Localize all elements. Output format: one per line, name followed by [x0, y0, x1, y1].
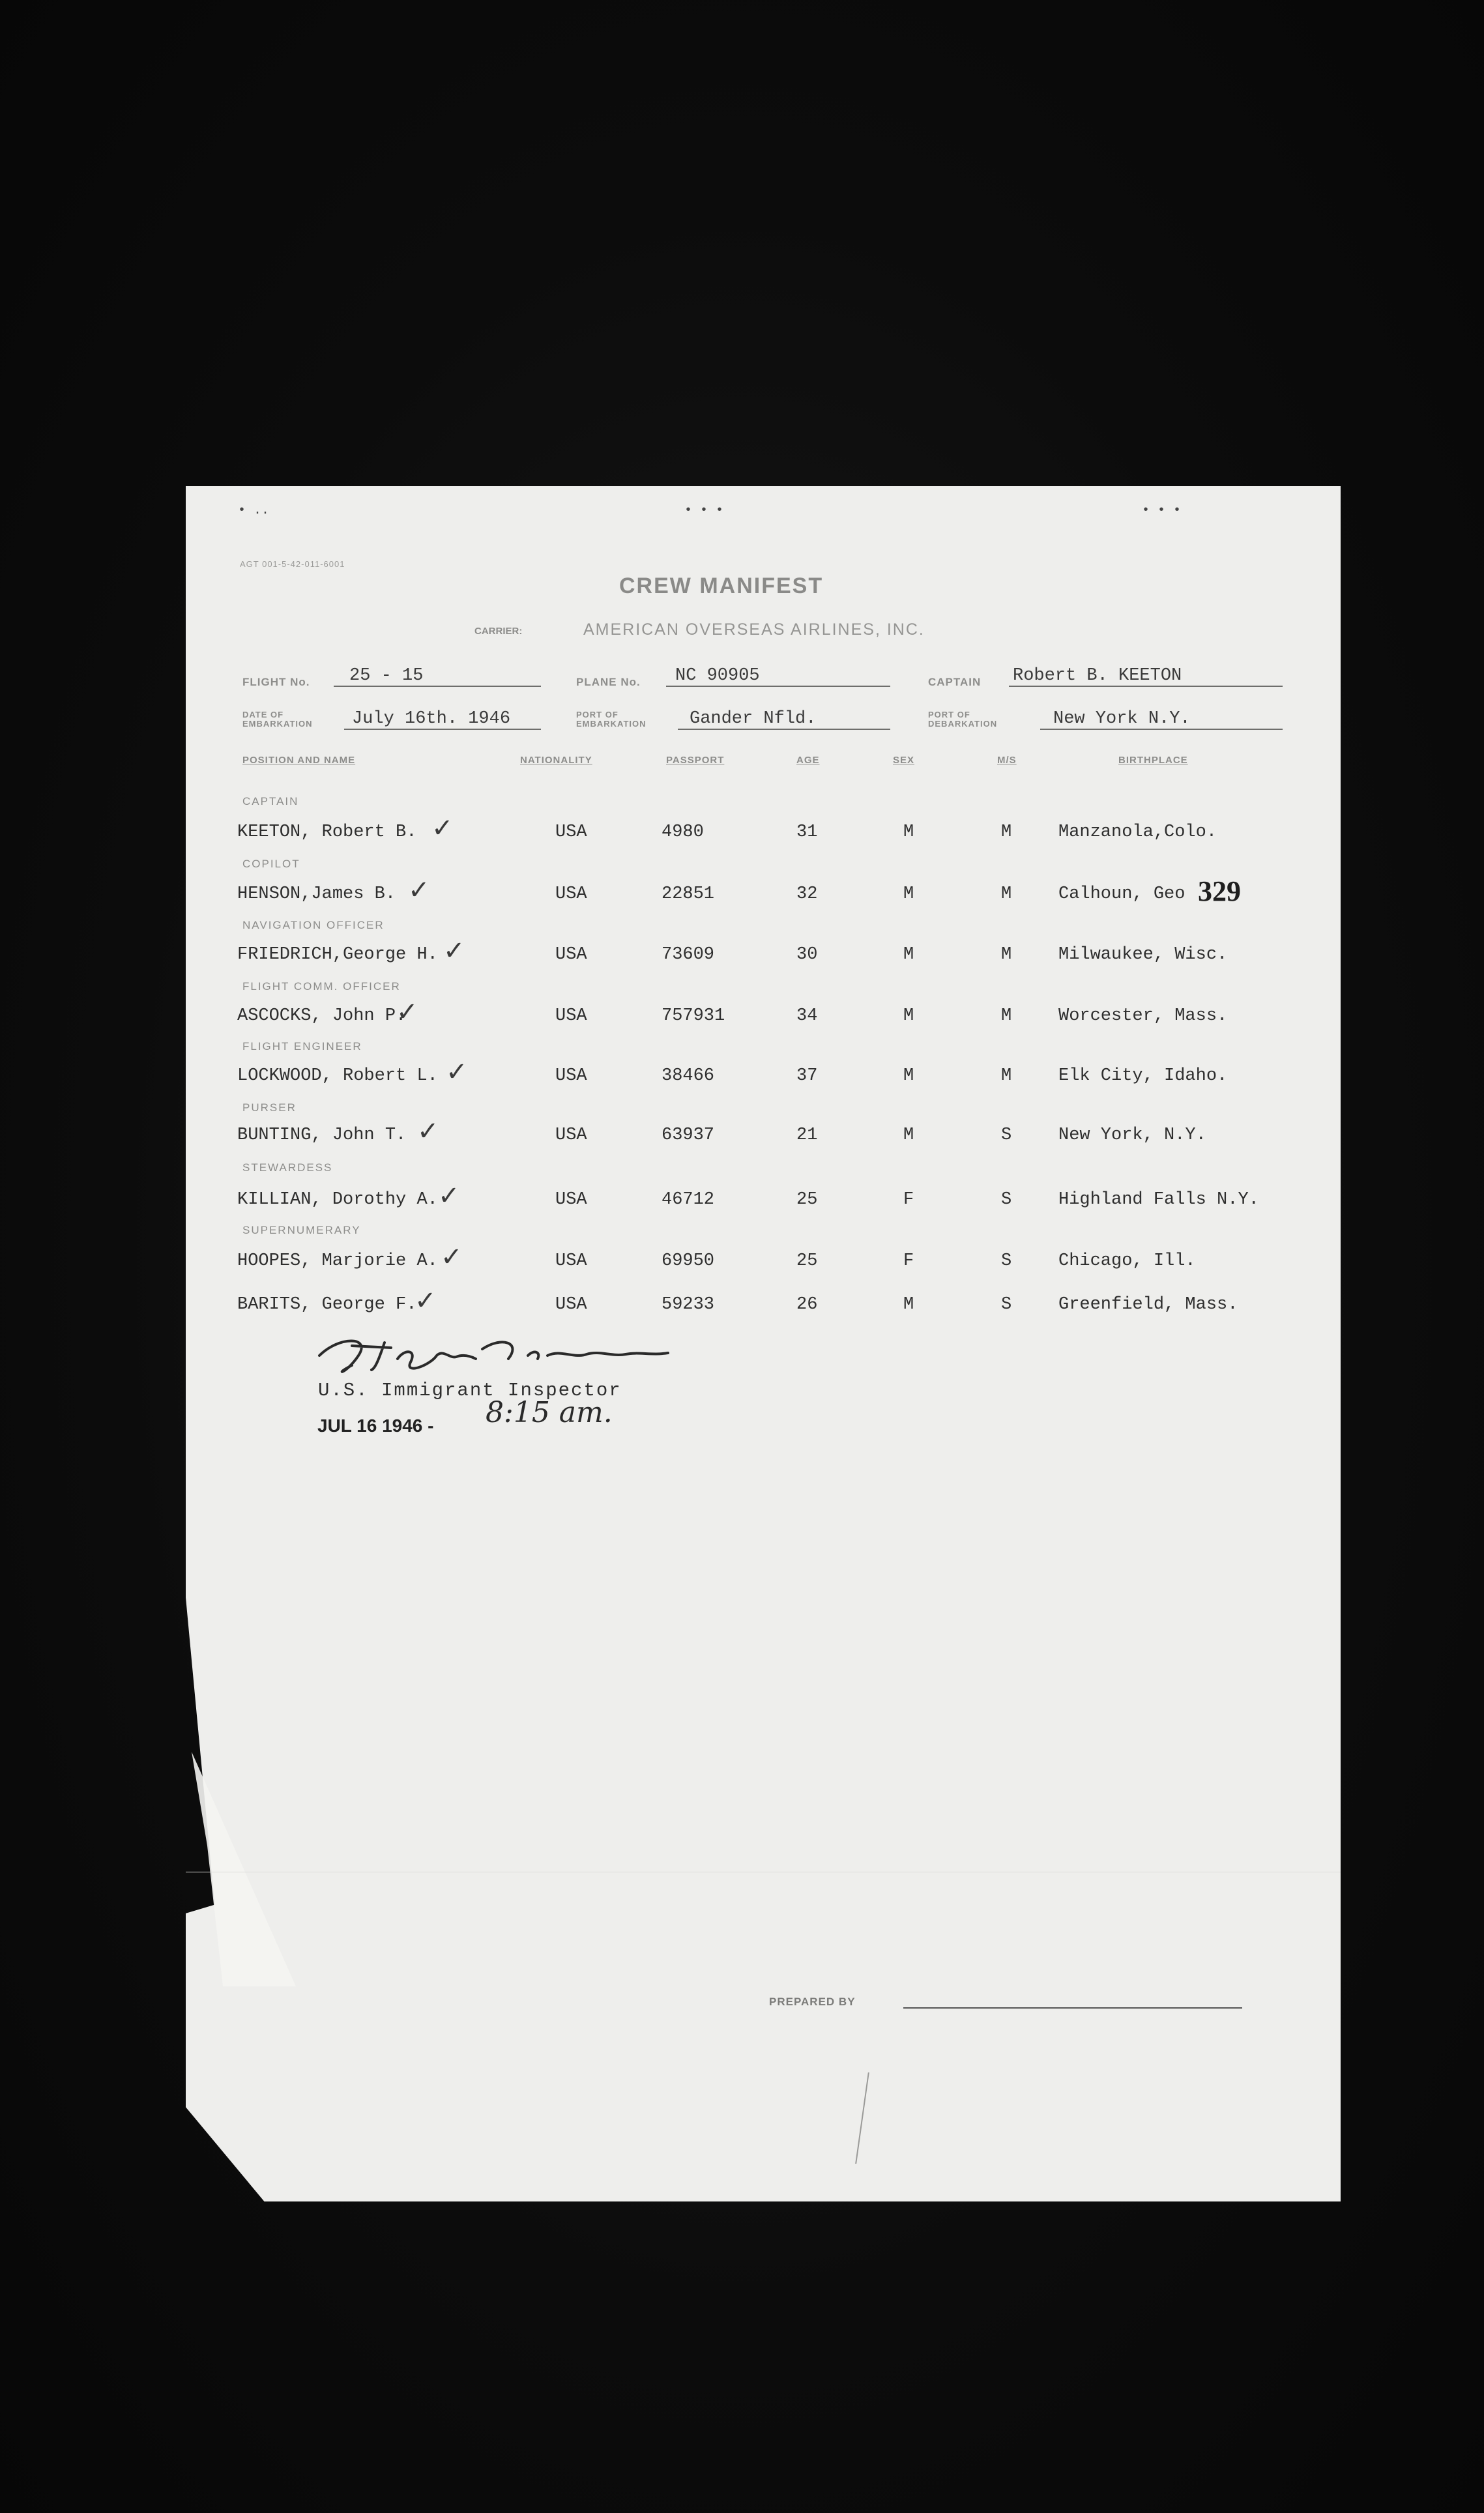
crew-name: KILLIAN, Dorothy A. [237, 1190, 438, 1210]
crew-ms: M [1001, 945, 1012, 965]
crew-name: KEETON, Robert B. [237, 822, 417, 842]
crew-nationality: USA [555, 1190, 587, 1210]
crew-birthplace: Manzanola,Colo. [1058, 822, 1217, 842]
crew-sex: M [903, 945, 914, 965]
crew-sex: F [903, 1251, 914, 1271]
flight-no-label: FLIGHT No. [242, 676, 310, 688]
inspector-time-note: 8:15 am. [486, 1396, 613, 1429]
crew-passport: 757931 [662, 1006, 725, 1026]
crew-age: 37 [796, 1066, 818, 1086]
crew-name: FRIEDRICH,George H. [237, 945, 438, 965]
captain-label: CAPTAIN [928, 676, 982, 688]
crew-passport: 38466 [662, 1066, 715, 1086]
port-embarkation-line [678, 729, 890, 730]
crew-ms: M [1001, 822, 1012, 842]
carrier-value: AMERICAN OVERSEAS AIRLINES, INC. [583, 620, 925, 639]
port-debarkation-value: New York N.Y. [1053, 709, 1191, 729]
crew-age: 34 [796, 1006, 818, 1026]
crew-ms: S [1001, 1190, 1012, 1210]
crew-sex: M [903, 1295, 914, 1315]
crew-name: HOOPES, Marjorie A. [237, 1251, 438, 1271]
flight-no-line [334, 686, 541, 687]
carrier-label: CARRIER: [474, 626, 523, 637]
page-title: CREW MANIFEST [619, 574, 824, 598]
inspector-signature [313, 1329, 678, 1382]
date-line [344, 729, 541, 730]
col-sex: SEX [893, 755, 915, 766]
crew-name: HENSON,James B. [237, 884, 396, 904]
col-age: AGE [796, 755, 820, 766]
date-label [242, 710, 313, 729]
col-passport: PASSPORT [666, 755, 725, 766]
col-ms: M/S [997, 755, 1017, 766]
crew-age: 25 [796, 1190, 818, 1210]
check-mark-icon: ✓ [443, 936, 465, 966]
crew-passport: 46712 [662, 1190, 715, 1210]
port-debarkation-label [928, 710, 997, 729]
col-birthplace: BIRTHPLACE [1118, 755, 1188, 766]
col-nationality: NATIONALITY [520, 755, 592, 766]
port-embarkation-label-line2: EMBARKATION [576, 719, 647, 729]
port-debarkation-label-line2: DEBARKATION [928, 719, 998, 729]
crew-birthplace: Milwaukee, Wisc. [1058, 945, 1228, 965]
date-label-line1: DATE OF [242, 710, 284, 719]
crew-birthplace: Chicago, Ill. [1058, 1251, 1196, 1271]
crew-nationality: USA [555, 1251, 587, 1271]
col-position-name: POSITION AND NAME [242, 755, 356, 766]
check-mark-icon: ✓ [438, 1181, 460, 1211]
form-code: AGT 001-5-42-011-6001 [240, 559, 345, 569]
crew-passport: 59233 [662, 1295, 715, 1315]
crew-nationality: USA [555, 822, 587, 842]
crew-birthplace: Worcester, Mass. [1058, 1006, 1228, 1026]
crew-age: 31 [796, 822, 818, 842]
flight-no-value: 25 - 15 [349, 666, 424, 686]
crew-position-label: STEWARDESS [242, 1161, 333, 1174]
crew-ms: S [1001, 1126, 1012, 1145]
crew-passport: 4980 [662, 822, 704, 842]
port-debarkation-label-line1: PORT OF [928, 710, 970, 719]
crew-age: 25 [796, 1251, 818, 1271]
port-embarkation-label [576, 710, 647, 729]
inspector-date-stamp: JUL 16 1946 - [317, 1416, 434, 1436]
crew-position-label: SUPERNUMERARY [242, 1224, 361, 1236]
crew-sex: M [903, 822, 914, 842]
crew-passport: 22851 [662, 884, 715, 904]
port-embarkation-value: Gander Nfld. [690, 709, 817, 729]
crew-sex: M [903, 1006, 914, 1026]
check-mark-icon: ✓ [408, 875, 430, 905]
crew-nationality: USA [555, 1295, 587, 1315]
crew-birthplace: New York, N.Y. [1058, 1126, 1206, 1145]
punch-marks-right: • • • [1142, 503, 1182, 518]
plane-no-line [666, 686, 890, 687]
crew-position-label: PURSER [242, 1101, 297, 1114]
crew-passport: 73609 [662, 945, 715, 965]
plane-no-label: PLANE No. [576, 676, 641, 688]
crew-name: ASCOCKS, John P. [237, 1006, 407, 1026]
punch-marks-left: • .. [238, 503, 270, 518]
port-debarkation-line [1040, 729, 1283, 730]
crew-nationality: USA [555, 1006, 587, 1026]
crew-nationality: USA [555, 945, 587, 965]
crew-nationality: USA [555, 884, 587, 904]
check-mark-icon: ✓ [431, 813, 454, 843]
check-mark-icon: ✓ [415, 1286, 437, 1316]
crew-age: 21 [796, 1126, 818, 1145]
port-embarkation-label-line1: PORT OF [576, 710, 618, 719]
date-label-line2: EMBARKATION [242, 719, 313, 729]
check-mark-icon: ✓ [396, 997, 418, 1027]
stamp-number: 329 [1198, 875, 1241, 907]
inspector-title: U.S. Immigrant Inspector [318, 1380, 622, 1401]
prepared-by-line [903, 2007, 1242, 2009]
captain-value: Robert B. KEETON [1013, 666, 1182, 686]
captain-line [1009, 686, 1283, 687]
date-value: July 16th. 1946 [352, 709, 511, 729]
crew-ms: S [1001, 1295, 1012, 1315]
crew-sex: M [903, 884, 914, 904]
punch-marks-center: • • • [684, 503, 724, 518]
crew-age: 32 [796, 884, 818, 904]
crew-position-label: FLIGHT ENGINEER [242, 1040, 362, 1053]
crew-birthplace: Greenfield, Mass. [1058, 1295, 1238, 1315]
crew-ms: M [1001, 1006, 1012, 1026]
crew-nationality: USA [555, 1126, 587, 1145]
check-mark-icon: ✓ [446, 1057, 468, 1087]
crew-sex: F [903, 1190, 914, 1210]
crew-age: 30 [796, 945, 818, 965]
crew-passport: 63937 [662, 1126, 715, 1145]
crew-position-label: FLIGHT COMM. OFFICER [242, 980, 401, 993]
crew-birthplace: Elk City, Idaho. [1058, 1066, 1228, 1086]
crew-name: BUNTING, John T. [237, 1126, 407, 1145]
crew-passport: 69950 [662, 1251, 715, 1271]
crew-ms: S [1001, 1251, 1012, 1271]
crew-sex: M [903, 1126, 914, 1145]
crew-age: 26 [796, 1295, 818, 1315]
prepared-by-label: PREPARED BY [769, 1996, 856, 2008]
crew-nationality: USA [555, 1066, 587, 1086]
check-mark-icon: ✓ [441, 1242, 463, 1272]
crew-position-label: CAPTAIN [242, 795, 299, 807]
crew-birthplace: Calhoun, Geo [1058, 884, 1186, 904]
crew-position-label: NAVIGATION OFFICER [242, 919, 385, 931]
crew-name: BARITS, George F. [237, 1295, 417, 1315]
plane-no-value: NC 90905 [675, 666, 760, 686]
crew-sex: M [903, 1066, 914, 1086]
crew-name: LOCKWOOD, Robert L. [237, 1066, 438, 1086]
crew-ms: M [1001, 884, 1012, 904]
crew-position-label: COPILOT [242, 858, 300, 870]
check-mark-icon: ✓ [417, 1116, 439, 1146]
crew-birthplace: Highland Falls N.Y. [1058, 1190, 1259, 1210]
crew-ms: M [1001, 1066, 1012, 1086]
